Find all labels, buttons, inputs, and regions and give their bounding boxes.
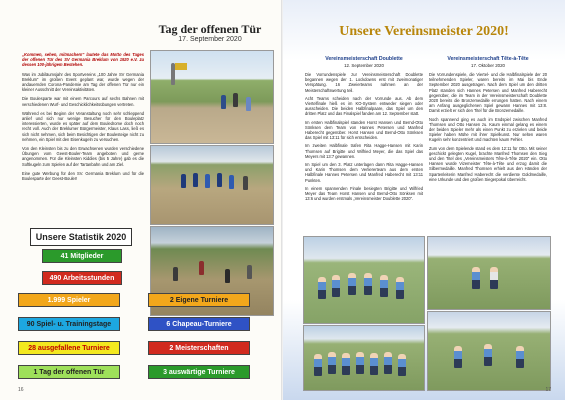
person-figure bbox=[380, 275, 388, 297]
person-figure bbox=[243, 176, 248, 190]
stat-training-days: 90 Spiel- u. Trainingstage bbox=[18, 317, 120, 331]
page-title: Unsere Vereinsmeister 2020! bbox=[339, 24, 509, 39]
paragraph: Noch spannend ging es auch im Endspiel zwischen Manfred Thomsen und Otto Hansen zu. Kaum einmal gelang es einem der beiden Spieler mehr als einen Punkt zu erzielen und beide Spieler haben Mühe mit ihrer Spielkunst. Nur selten waren Kugeln sehr konzentriert und machten kaum Fehler. bbox=[429, 116, 547, 143]
person-figure bbox=[225, 269, 230, 283]
person-figure bbox=[233, 93, 238, 107]
stat-chapeau-tournaments: 6 Chapeau-Turniere bbox=[148, 317, 250, 331]
person-figure bbox=[173, 267, 178, 281]
left-page bbox=[0, 0, 282, 400]
paragraph: Im zweiten Halbfinale trafen Rita Hagge-Hansen mit Karin Thomsen auf Brigitte und Wilfried Meyer, die das Spiel das Meyers mit 13:7 gewannen. bbox=[305, 143, 423, 159]
photo-bouledrome-overview bbox=[150, 50, 274, 144]
person-figure bbox=[398, 354, 406, 376]
person-figure bbox=[205, 174, 210, 188]
photo-doublette-group bbox=[303, 325, 425, 391]
paragraph: Im Spiel um den 3. Platz unterlagen dann Rita Hagge-Hansen und Karin Thomsen dem Verliererteam aus dem ersten Halbfinale Hannes Petersen und Manfred Haberecht mit 13:11 Punkten. bbox=[305, 162, 423, 183]
person-figure bbox=[472, 267, 480, 289]
person-figure bbox=[193, 173, 198, 187]
photo-tete-a-tete-trophy bbox=[427, 236, 551, 310]
stat-championships: 2 Meisterschaften bbox=[148, 341, 250, 355]
person-figure bbox=[396, 277, 404, 299]
tete-a-tete-date: 17. Oktober 2020 bbox=[471, 63, 505, 68]
page-number: 17 bbox=[545, 387, 551, 393]
person-figure bbox=[516, 346, 524, 368]
person-figure bbox=[328, 352, 336, 374]
doublette-date: 12. September 2020 bbox=[344, 63, 384, 68]
person-figure bbox=[490, 267, 498, 289]
paragraph: Was im Jubiläumsjahr des Sportvereins „100 Jahre SV Germania Breklum“ im großen Event geplant war, wurde wegen der andauernden Corona-Pandemie am Tag der offenen Tür nur ein kleiner Ausschnitt der Vereinsaktivitäten. bbox=[22, 71, 144, 93]
paragraph bbox=[22, 52, 144, 68]
person-figure bbox=[246, 97, 251, 111]
paragraph: Während es bei Beginn der Veranstaltung noch sehr schleppend anlief und sich nur wenige Besucher für den Bouleplatz interessierten, wurde es später auf dem Bouledrome doch noch recht voll. Auch der Breklumer Bürgermeister, Klaus Lass, ließ es sich nicht nehmen, sich beim Besichtigen der Boulesteige nicht zu nehmen, ein Spiel mit den Eisenkugeln zu versuchen. bbox=[22, 110, 144, 142]
paragraph: Die Vorrundenspiele, die Viertel- und die Halbfinalspiele der 20 teilnehmenden Spieler, waren bereits im Mai bis Ende September 2020 ausgetragen. Nach dem Spiel um den dritten Platz standen sich Hannes Petersen und Manfred Haberecht gegenüber, die im Team in der Vereinsmeisterschaft Doublette 2020 bereits die Bronzemedaille errungen hatten. Nach einem am Anfang ausgeglichenen Spiel gewann Hannes mit 13:8. Damit erzielt er sich den Titel für die Bronzemedaille. bbox=[429, 72, 547, 114]
paragraph: Im ersten Halbfinalspiel standen Horst Hansen und Bernd-Otto Sönksen dem Team von Hannes Petersen und Manfred Haberecht gegenüber. Horst Hansen und Bernd-Otto Sönksen das Spiel mit 13:11 für sich entscheiden. bbox=[305, 119, 423, 141]
person-figure bbox=[454, 346, 462, 368]
person-figure bbox=[370, 353, 378, 375]
person-figure bbox=[247, 265, 252, 279]
person-figure bbox=[384, 352, 392, 374]
motto-text: „Kommen, sehen, mitmachen!“ lautete das Motto des Tages der offenen Tür des SV Germania Breklum von 1920 e.V. zu dessen 100-jährigem Bestehen. bbox=[22, 52, 144, 68]
page-number: 16 bbox=[18, 387, 24, 393]
person-figure bbox=[318, 277, 326, 299]
paragraph: In einem spannenden Finale besiegten Brigitte und Wilfried Meyer das Team Horst Hansen und Bernd-Otto Sönksen mit 13:6 und wurden erstmals „Vereinsmeister Doublette 2020“. bbox=[305, 185, 423, 202]
person-figure bbox=[181, 174, 186, 188]
paragraph: Eine gute Werbung für den SV. Germania Breklum und für die Boulesparte der Geest-Bouler! bbox=[22, 170, 144, 182]
page-title: Tag der offenen Tür bbox=[158, 22, 262, 36]
flag bbox=[175, 63, 187, 70]
person-figure bbox=[314, 354, 322, 376]
stat-open-day: 1 Tag der offenen Tür bbox=[18, 365, 120, 379]
tete-a-tete-text bbox=[429, 72, 547, 185]
person-figure bbox=[364, 273, 372, 295]
stat-players: 1.999 Spieler bbox=[18, 293, 120, 307]
event-date: 17. September 2020 bbox=[178, 36, 242, 43]
right-page bbox=[283, 0, 565, 400]
photo-tete-a-tete-group bbox=[427, 311, 551, 391]
person-figure bbox=[217, 173, 222, 187]
photo-doublette-winners bbox=[303, 236, 425, 324]
person-figure bbox=[229, 175, 234, 189]
paragraph: Acht Teams scheiden nach der Vorrunde aus. Ab dem Viertelfinale hieß es im KO-System entweder siegen oder ausscheiden. Die beiden Halbfinalpaare, das Spiel um den dritten Platz und das Finalspiel fanden am 12. September statt. bbox=[305, 95, 423, 117]
person-figure bbox=[221, 95, 226, 109]
paragraph: Zum von dem Spielende stand es dem 12:11 für Otto. Mit seiner geschickt gelegten Kugel, brachte Manfred Thomsen den Sieg und den Titel des „Vereinsmeisters Tête-à-Tête 2020“ ein. Otto Hansen wurde Vizemeister Tête-à-Tête und erzog damit die Silbermedaille. Manfred Thomsen erhielt aus den Händen der Spartenleiterin Manfred Haberecht die verdiente Goldmedaille, eine Urkunde und den großen Siegerpokal überreicht. bbox=[429, 145, 547, 182]
person-figure bbox=[342, 353, 350, 375]
person-figure bbox=[484, 344, 492, 366]
photo-group bbox=[150, 145, 274, 225]
stat-away-tournaments: 3 auswärtige Turniere bbox=[148, 365, 250, 379]
paragraph: Von den Kleinsten bis zu den Erwachsenen wurden verschiedene Übungen vom Geest-Bouler-Team angeboten und gerne angenommen. Für die Kleinsten Kiddies (bis 5 Jahre) gab es die Softkugeln zum Spielen auf der Tartanbahn und am Ziel. bbox=[22, 146, 144, 167]
person-figure bbox=[356, 352, 364, 374]
stat-own-tournaments: 2 Eigene Turniere bbox=[148, 293, 250, 307]
stats-title: Unsere Statistik 2020 bbox=[30, 228, 132, 246]
paragraph: Die Boulesparte war mit einem Parcours auf sechs Bahnen mit verschiedenen Wurf- und Geschicklichkeitsübungen vertreten. bbox=[22, 96, 144, 107]
stat-cancelled-tournaments: 28 ausgefallene Turniere bbox=[18, 341, 120, 355]
doublette-text bbox=[305, 72, 423, 204]
doublette-heading: Vereinsmeisterschaft Doublette bbox=[325, 56, 403, 62]
person-figure bbox=[332, 275, 340, 297]
paragraph: Die Vorrundenspiele zur Vereinsmeisterschaft Doublette begannen wegen der 1. Lockdowns erst mit zweimonatiger Verspätung. 16 Zweierteams nahmen an der Meisterschaftswertung teil. bbox=[305, 72, 423, 93]
stat-work-hours: 490 Arbeitsstunden bbox=[42, 271, 122, 285]
stat-members: 41 Mitglieder bbox=[42, 249, 122, 263]
tete-a-tete-heading: Vereinsmeisterschaft Tête-à-Tête bbox=[447, 56, 529, 62]
person-figure bbox=[348, 273, 356, 295]
person-figure bbox=[199, 261, 204, 275]
article-text bbox=[22, 52, 144, 185]
